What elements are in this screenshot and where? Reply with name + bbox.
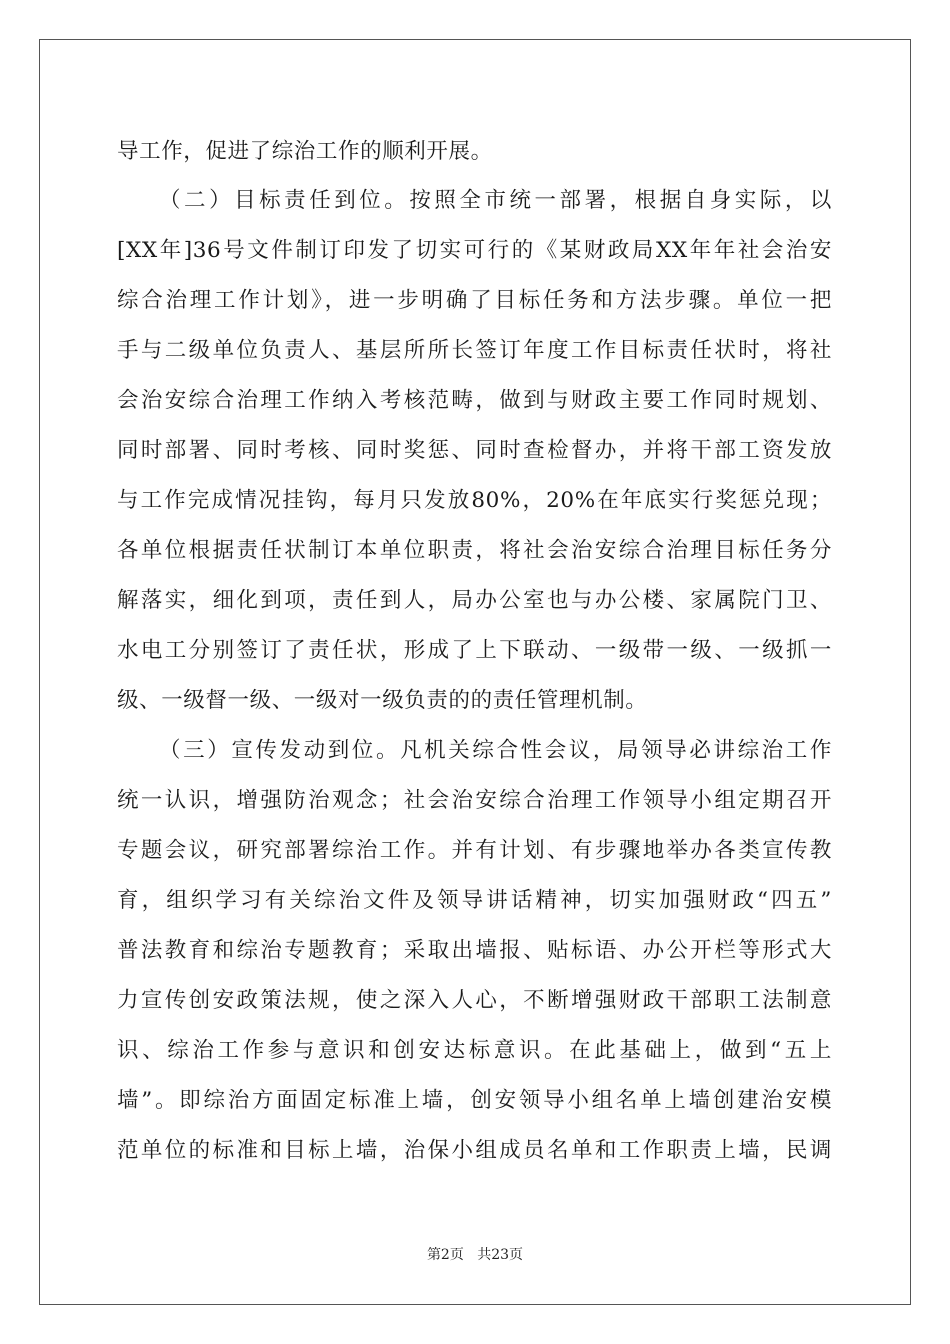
paragraph-line: 统一认识，增强防治观念；社会治安综合治理工作领导小组定期召开: [117, 788, 832, 813]
paragraph-line: 会治安综合治理工作纳入考核范畴，做到与财政主要工作同时规划、: [117, 388, 832, 413]
paragraph-line: 与工作完成情况挂钩，每月只发放80%，20%在年底实行奖惩兑现；: [117, 488, 832, 513]
paragraph-line: 水电工分别签订了责任状，形成了上下联动、一级带一级、一级抓一: [117, 638, 832, 663]
paragraph-line: （二）目标责任到位。按照全市统一部署，根据自身实际，以: [159, 188, 832, 213]
paragraph-line: 育，组织学习有关综治文件及领导讲话精神，切实加强财政“四五”: [117, 888, 832, 913]
paragraph-line: 力宣传创安政策法规，使之深入人心，不断增强财政干部职工法制意: [117, 988, 832, 1013]
paragraph-line: 各单位根据责任状制订本单位职责，将社会治安综合治理目标任务分: [117, 538, 832, 563]
paragraph-line: 导工作，促进了综治工作的顺利开展。: [117, 139, 493, 164]
paragraph-line: 手与二级单位负责人、基层所所长签订年度工作目标责任状时，将社: [117, 338, 832, 363]
paragraph-line: 综合治理工作计划》，进一步明确了目标任务和方法步骤。单位一把: [117, 288, 832, 313]
paragraph-line: 普法教育和综治专题教育；采取出墙报、贴标语、办公开栏等形式大: [117, 938, 832, 963]
paragraph-line: 解落实，细化到项，责任到人，局办公室也与办公楼、家属院门卫、: [117, 588, 832, 613]
paragraph-line: （三）宣传发动到位。凡机关综合性会议，局领导必讲综治工作: [159, 738, 832, 763]
total-pages: 共23页: [477, 1247, 524, 1263]
page-footer: [0, 1245, 950, 1265]
paragraph-line: 专题会议，研究部署综治工作。并有计划、有步骤地举办各类宣传教: [117, 838, 832, 863]
paragraph-line: 同时部署、同时考核、同时奖惩、同时查检督办，并将干部工资发放: [117, 438, 832, 463]
paragraph-line: [XX年]36号文件制订印发了切实可行的《某财政局XX年年社会治安: [117, 238, 832, 263]
page-number: 第2页: [426, 1247, 464, 1263]
paragraph-line: 墙”。即综治方面固定标准上墙，创安领导小组名单上墙创建治安模: [117, 1088, 832, 1113]
paragraph-line: 级、一级督一级、一级对一级负责的的责任管理机制。: [117, 688, 648, 713]
paragraph-line: 识、综治工作参与意识和创安达标意识。在此基础上，做到“五上: [117, 1038, 832, 1063]
paragraph-line: 范单位的标准和目标上墙，治保小组成员名单和工作职责上墙，民调: [117, 1138, 832, 1163]
